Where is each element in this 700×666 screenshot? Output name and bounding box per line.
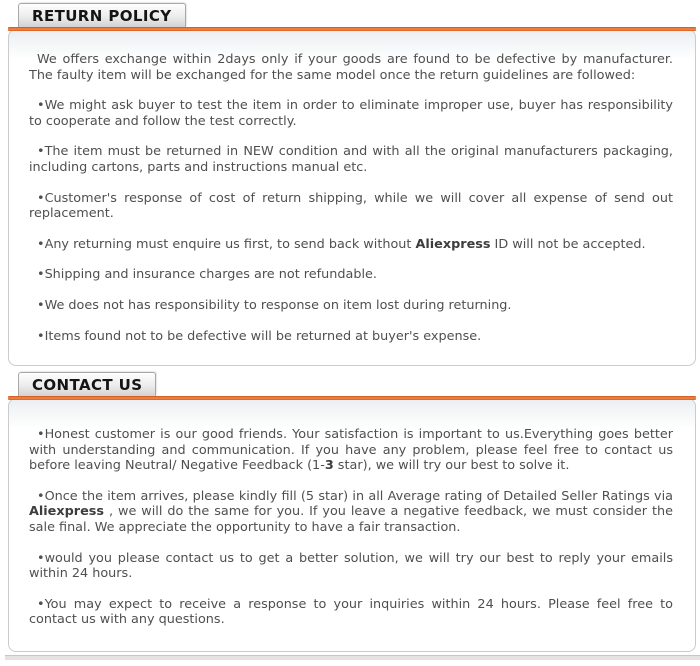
paragraph <box>29 427 673 474</box>
text: We does not has responsibility to response on item lost during returning. <box>44 298 512 314</box>
bold-text: Aliexpress <box>415 236 491 252</box>
text: We might ask buyer to test the item in order to eliminate improper use, buyer has responsibility to cooperate and follow the test correctly. <box>29 98 673 129</box>
paragraph <box>29 329 673 345</box>
bullet-icon: • <box>37 267 45 283</box>
paragraph <box>29 144 673 175</box>
bullet-icon: • <box>37 488 45 504</box>
bullet-icon: • <box>37 144 45 160</box>
paragraph <box>29 237 673 253</box>
bold-text: 3 <box>324 458 334 474</box>
return-policy-section <box>0 3 700 366</box>
return-policy-content-box <box>8 29 696 366</box>
next-section-top-edge <box>5 655 700 660</box>
paragraph <box>29 98 673 129</box>
bullet-icon: • <box>37 190 45 206</box>
contact-us-accent-bar <box>8 396 696 400</box>
bullet-icon: • <box>37 328 45 344</box>
text: You may expect to receive a response to your inquiries within 24 hours. Please feel free to contact us with any questions. <box>29 596 673 628</box>
text: Items found not to be defective will be returned at buyer's expense. <box>44 328 482 344</box>
contact-us-tab: CONTACT US <box>18 372 156 396</box>
text: would you please contact us to get a better solution, we will try our best to reply your emails within 24 hours. <box>29 550 673 582</box>
text: , we will do the same for you. If you leave a negative feedback, we must consider the sale final. We appreciate the opportunity to have a fair transaction. <box>29 504 673 536</box>
contact-us-content-box <box>8 398 696 652</box>
text: Any returning must enquire us first, to send back without <box>44 236 416 252</box>
text: We offers exchange within 2days only if your goods are found to be defective by manufacturer. The faulty item will be exchanged for the same model once the return guidelines are followed: <box>29 52 673 83</box>
bullet-icon: • <box>37 236 45 252</box>
paragraph <box>29 551 673 582</box>
paragraph <box>29 597 673 628</box>
paragraph <box>29 489 673 536</box>
paragraph <box>29 52 673 83</box>
return-policy-accent-bar <box>8 27 696 31</box>
paragraph <box>29 267 673 283</box>
text: Honest customer is our good friends. Your satisfaction is important to us.Everything goes better with understanding and communication. If you have any problem, please feel free to contact us before leaving Neutral/ Negative Feedback (1- <box>29 427 673 474</box>
contact-us-section <box>0 372 700 652</box>
text: Once the item arrives, please kindly fill (5 star) in all Average rating of Detailed Seller Ratings via <box>44 488 673 504</box>
bullet-icon: • <box>37 596 45 612</box>
bullet-icon: • <box>37 427 45 442</box>
text: Customer's response of cost of return shipping, while we will cover all expense of send out replacement. <box>29 190 673 222</box>
paragraph <box>29 298 673 314</box>
text: star), we will try our best to solve it. <box>333 458 570 474</box>
bold-text: Aliexpress <box>29 504 104 520</box>
paragraph <box>29 191 673 222</box>
text: ID will not be accepted. <box>490 236 646 252</box>
bullet-icon: • <box>37 550 45 566</box>
text: Shipping and insurance charges are not refundable. <box>44 267 377 283</box>
bullet-icon: • <box>37 298 45 314</box>
text: The item must be returned in NEW condition and with all the original manufacturers packaging, including cartons, parts and instructions manual etc. <box>29 144 673 176</box>
return-policy-tab: RETURN POLICY <box>18 3 186 27</box>
bullet-icon: • <box>37 98 45 114</box>
